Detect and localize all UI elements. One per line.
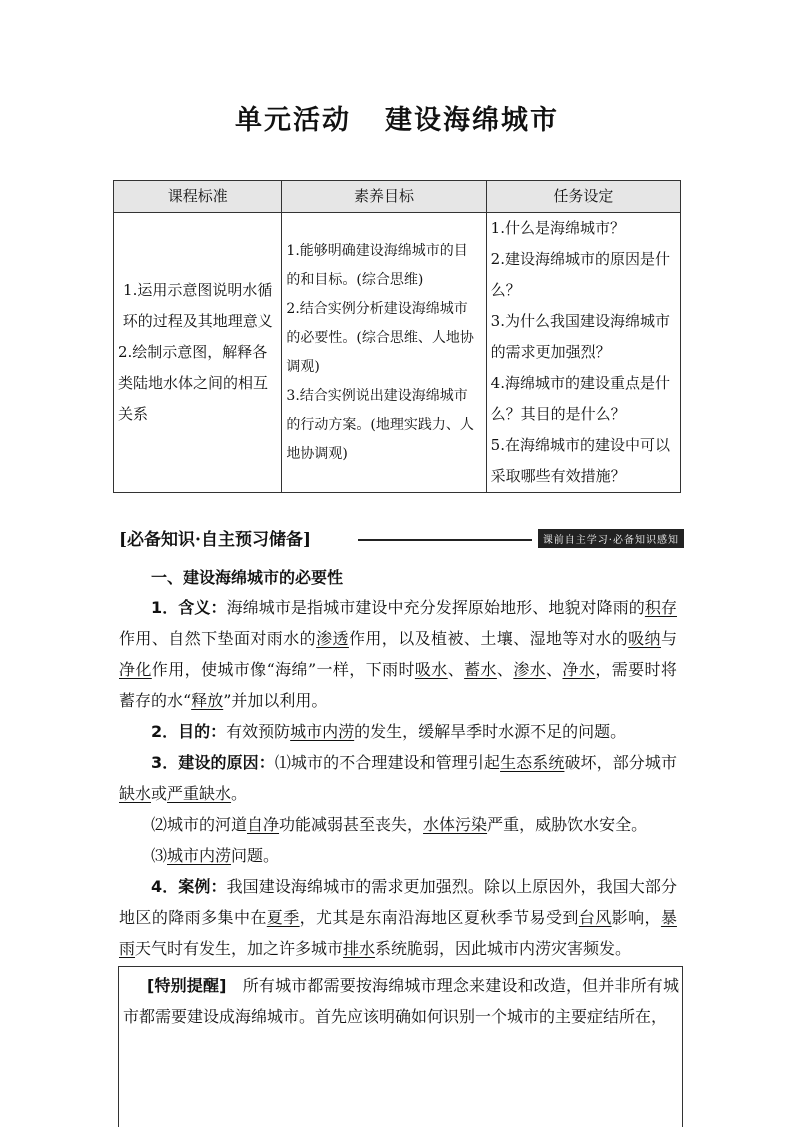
text: 作用，使城市像“海绵”一样，下雨时 [151,660,415,679]
answer: 水体污染 [423,815,488,834]
text: ⑵城市的河道 [151,815,248,834]
section-divider [358,539,532,541]
answer: 城市内涝 [290,722,355,741]
special-note-box [118,966,683,1127]
text: 影响， [611,908,661,927]
heading-text: 一、建设海绵城市的必要性 [151,568,344,587]
tasks-cell [486,213,680,493]
answer: 暴雨 [119,908,677,958]
text: 作用、自然下垫面对雨水的 [119,629,317,648]
task-item: 1.什么是海绵城市？ [490,219,625,237]
answer: 净化 [119,660,152,679]
text: 我国建设海绵城市的需求更加强烈。除以上原因外，我国大部分地区的降雨多集中在 [119,877,677,927]
literacy-item: 2.结合实例分析建设海绵城市的必要性。(综合思维、人地协调观) [286,300,474,375]
title-part-1: 单元活动 [235,105,351,136]
table-header-literacy: 素养目标 [282,181,486,213]
answer: 积存 [644,598,677,617]
text: 的发生，缓解旱季时水源不足的问题。 [354,722,627,741]
answer: 排水 [343,939,376,958]
label: 2．目的： [151,722,227,741]
literacy-item: 3.结合实例说出建设海绵城市的行动方案。(地理实践力、人地协调观) [286,387,474,462]
literacy-item: 1.能够明确建设海绵城市的目的和目标。(综合思维) [286,242,468,288]
paragraph-purpose [119,716,677,747]
answer: 夏季 [266,908,300,927]
answer: 释放 [191,691,224,710]
curriculum-cell [114,213,282,493]
answer: 生态系统 [500,753,565,772]
text: ⑴城市的不合理建设和管理引起 [274,753,501,772]
curriculum-item: 2.绘制示意图，解释各类陆地水体之间的相互关系 [118,343,269,423]
answer: 台风 [578,908,612,927]
section-header [113,523,684,549]
text: 或 [151,784,168,803]
note-text: 所有城市都需要按海绵城市理念来建设和改造，但并非所有城市都需要建设成海绵城市。首先应该明确如何识别一个城市的主要症结所在， [123,976,679,1026]
text: 、 [546,660,563,679]
paragraph-definition [119,592,677,716]
answer: 城市内涝 [167,846,232,865]
label: 1．含义： [151,598,227,617]
page-title [0,98,794,137]
text: 、 [447,660,465,679]
answer: 蓄水 [464,660,497,679]
text: 功能减弱甚至丧失， [279,815,424,834]
text: 。 [231,784,248,803]
note-label: [特别提醒] [147,976,227,995]
text: 、 [496,660,514,679]
paragraph-case [119,871,677,964]
answer: 缺水 [119,784,152,803]
title-part-2: 建设海绵城市 [385,105,559,136]
text: 系统脆弱，因此城市内涝灾害频发。 [375,939,632,958]
text: 与 [660,629,677,648]
answer: 自净 [247,815,280,834]
text: 作用，以及植被、土壤、湿地等对水的 [348,629,629,648]
paragraph-reasons [119,747,677,809]
text: 破坏，部分城市 [564,753,677,772]
answer: 渗水 [513,660,547,679]
text: 严重，威胁饮水安全。 [487,815,648,834]
table-header-curriculum: 课程标准 [114,181,282,213]
standards-table [113,180,681,493]
text: ⑶ [151,846,168,865]
task-item: 2.建设海绵城市的原因是什么？ [490,250,670,299]
text: 海绵城市是指城市建设中充分发挥原始地形、地貌对降雨的 [226,598,645,617]
answer: 渗透 [316,629,349,648]
curriculum-item: 1.运用示意图说明水循环的过程及其地理意义 [122,281,273,330]
task-item: 4.海绵城市的建设重点是什么？其目的是什么？ [490,374,670,423]
task-item: 5.在海绵城市的建设中可以采取哪些有效措施？ [490,436,670,485]
answer: 严重缺水 [167,784,232,803]
text: 问题。 [231,846,280,865]
text: ，需要时将蓄存的水“ [119,660,677,710]
section-tag: 课前自主学习·必备知识感知 [538,529,684,548]
label: 4．案例： [151,877,227,896]
paragraph-reason-3 [119,840,677,871]
text: ，尤其是东南沿海地区夏秋季节易受到 [299,908,579,927]
text: 有效预防 [226,722,291,741]
answer: 吸水 [414,660,448,679]
text: ”并加以利用。 [223,691,328,710]
task-item: 3.为什么我国建设海绵城市的需求更加强烈？ [490,312,670,361]
answer: 净水 [562,660,596,679]
table-header-tasks: 任务设定 [486,181,680,213]
text: 天气时有发生，加之许多城市 [135,939,344,958]
label: 3．建设的原因： [151,753,275,772]
heading-necessity [119,562,677,593]
literacy-cell [282,213,486,493]
paragraph-reason-2 [119,809,677,840]
answer: 吸纳 [628,629,661,648]
section-title: [必备知识·自主预习储备] [119,530,312,550]
